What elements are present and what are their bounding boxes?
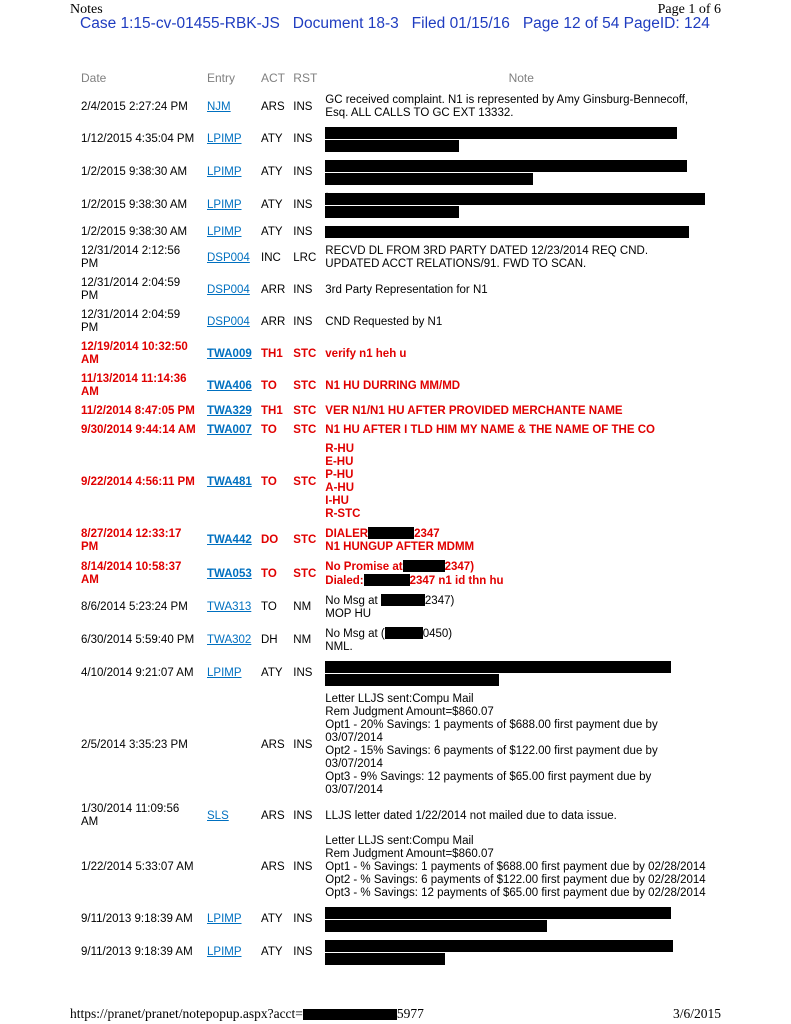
cell-date: 11/2/2014 8:47:05 PM [81,405,195,417]
cell-rst: INS [293,738,313,751]
note-text: MOP HU [325,608,372,620]
cell-note [321,222,721,242]
entry-link[interactable]: LPIMP [207,667,242,679]
entry-link[interactable]: TWA313 [207,601,252,613]
note-text: 2347) [424,595,455,607]
table-row [77,222,721,242]
redaction-bar [325,953,445,965]
cell-act: ATY [261,913,283,925]
entry-link[interactable]: TWA329 [207,405,252,417]
redaction-bar [325,661,671,673]
column-header-note: Note [508,71,534,85]
cell-rst: INS [293,283,313,296]
footer-url-suffix: 5977 [396,1006,424,1021]
note-text: No Msg at ( [325,628,385,640]
column-header-entry: Entry [207,71,236,85]
redaction-bar [325,674,499,686]
cell-date: 1/30/2014 11:09:56 AM [81,803,180,828]
cell-rst: STC [293,405,317,417]
cell-note: CND Requested by N1 [325,315,443,328]
redaction-bar [403,560,445,572]
cell-act: ATY [261,166,283,178]
table-header [77,69,721,91]
note-text: NML. [325,641,353,653]
table-row [77,370,721,402]
redaction-bar [385,627,423,639]
cell-note [321,524,721,557]
cell-date: 12/31/2014 2:04:59 PM [81,309,181,334]
note-text: 0450) [422,628,453,640]
redaction-bar [364,574,410,586]
entry-link[interactable]: LPIMP [207,133,242,145]
cell-act: TH1 [261,405,283,417]
cell-rst: STC [293,424,317,436]
cell-rst: INS [293,861,313,873]
cell-date: 2/5/2014 3:35:23 PM [81,738,188,751]
column-header-rst: RST [293,71,318,85]
cell-rst: STC [293,567,317,580]
cell-note: R-HU E-HU P-HU A-HU I-HU R-STC [325,443,361,520]
cell-note: verify n1 heh u [325,347,407,360]
cell-rst: STC [293,379,317,392]
redaction-bar [368,527,414,539]
table-row [77,440,721,524]
table-row [77,936,721,969]
cell-act: ARS [261,738,285,751]
table-row [77,242,721,274]
entry-link[interactable]: TWA009 [207,347,252,360]
redaction-bar [381,594,425,606]
cell-note [321,156,721,189]
cell-rst: INS [293,133,313,145]
note-text: No Msg at [325,595,378,607]
footer-date: 3/6/2015 [672,1006,721,1021]
cell-rst: INS [293,315,313,328]
table-row [77,524,721,557]
entry-link[interactable]: LPIMP [207,225,242,238]
redaction-bar [325,206,459,218]
cell-note [321,903,721,936]
entry-link[interactable]: LPIMP [207,946,242,958]
redaction-bar [325,920,547,932]
cell-act: TO [261,601,277,613]
entry-link[interactable]: TWA007 [207,424,252,436]
cell-note [321,557,721,591]
note-text: Dialed: [325,575,364,587]
cell-date: 2/4/2015 2:27:24 PM [81,100,188,113]
footer-url-prefix: https://pranet/pranet/notepopup.aspx?acct= [70,1006,303,1021]
table-row [77,274,721,306]
entry-link[interactable]: DSP004 [207,251,250,264]
cell-note [321,591,721,624]
cell-date: 8/14/2014 10:58:37 AM [81,561,182,586]
table-row [77,832,721,903]
cell-note: N1 HU AFTER I TLD HIM MY NAME & THE NAME OF THE CO [325,424,655,436]
cell-rst: STC [293,534,317,546]
note-text: No Promise at [325,561,403,573]
cell-act: ATY [261,133,283,145]
cell-date: 11/13/2014 11:14:36 AM [81,373,187,398]
redaction-bar [325,940,673,952]
cell-note [321,624,721,657]
cell-note: 3rd Party Representation for N1 [325,283,488,296]
cell-act: ARS [261,861,285,873]
cell-note [321,189,721,222]
redaction-bar [325,226,689,238]
note-text: 2347) [444,561,475,573]
cell-note: GC received complaint. N1 is represented by Amy Ginsburg-Bennecoff, Esq. ALL CALLS TO GC EXT 13332. [325,94,689,119]
redaction-bar [325,140,459,152]
entry-link[interactable]: LPIMP [207,166,242,178]
entry-link[interactable]: TWA442 [207,534,252,546]
table-row [77,189,721,222]
cell-act: TO [261,424,277,436]
redaction-bar [303,1009,397,1020]
table-row [77,402,721,421]
redaction-bar [325,173,533,185]
entry-link[interactable]: DSP004 [207,283,250,296]
cell-act: ATY [261,225,283,238]
cell-date: 1/2/2015 9:38:30 AM [81,199,188,211]
cell-rst: NM [293,601,312,613]
cell-note: Letter LLJS sent:Compu Mail Rem Judgment Amount=$860.07 Opt1 - % Savings: 1 payments of $688.00 first payment due by 02/28/2014 Opt2 - % Savings: 6 payments of $122.00 first payment due by 02/28/2014 Opt3 - % Savings: 12 payments of $65.00 first payment due by 02/28/2014 [325,835,706,899]
entry-link[interactable]: NJM [207,100,231,113]
table-row [77,123,721,156]
cell-date: 1/22/2014 5:33:07 AM [81,861,194,873]
print-page-number: Page 1 of 6 [657,2,721,17]
cell-act: ARS [261,809,285,822]
table-row [77,557,721,591]
table-row [77,624,721,657]
cell-act: TO [261,379,277,392]
cell-date: 9/30/2014 9:44:14 AM [81,424,196,436]
cell-note: Letter LLJS sent:Compu Mail Rem Judgment Amount=$860.07 Opt1 - 20% Savings: 1 payments of $688.00 first payment due by 03/07/2014 Opt2 - 15% Savings: 6 payments of $122.00 first payment due by 03/07/2014 Opt3 - 9% Savings: 12 payments of $65.00 first payment due by 03/07/2014 [325,693,658,796]
cell-act: ATY [261,946,283,958]
cell-date: 8/6/2014 5:23:24 PM [81,601,188,613]
cell-date: 8/27/2014 12:33:17 PM [81,527,182,553]
cell-date: 9/22/2014 4:56:11 PM [81,475,195,488]
cell-rst: INS [293,166,313,178]
redaction-bar [325,193,705,205]
cell-note: LLJS letter dated 1/22/2014 not mailed due to data issue. [325,809,617,822]
column-header-date: Date [81,71,107,85]
cell-rst: INS [293,809,313,822]
cell-rst: STC [293,347,317,360]
table-row [77,690,721,800]
column-header-act: ACT [261,71,285,85]
cell-rst: INS [293,225,313,238]
entry-link[interactable]: TWA406 [207,379,252,392]
cell-date: 12/19/2014 10:32:50 AM [81,341,188,366]
table-row [77,91,721,123]
cell-rst: STC [293,475,317,488]
cell-rst: INS [293,946,313,958]
cell-date: 12/31/2014 2:04:59 PM [81,277,181,302]
table-row [77,800,721,832]
note-text: DIALER [325,528,369,540]
cell-rst: INS [293,100,313,113]
cell-note: VER N1/N1 HU AFTER PROVIDED MERCHANTE NAME [325,405,623,417]
table-row [77,903,721,936]
cell-rst: INS [293,199,313,211]
entry-link[interactable]: LPIMP [207,913,242,925]
cell-date: 6/30/2014 5:59:40 PM [81,634,195,646]
cell-date: 1/2/2015 9:38:30 AM [81,166,188,178]
cell-date: 1/12/2015 4:35:04 PM [81,133,195,145]
cell-date: 9/11/2013 9:18:39 AM [81,946,193,958]
cell-date: 12/31/2014 2:12:56 PM [81,245,181,270]
cell-act: DH [261,634,278,646]
cell-act: ARS [261,100,285,113]
print-header-title: Notes [70,2,103,17]
table-row [77,306,721,338]
cell-date: 4/10/2014 9:21:07 AM [81,667,194,679]
note-text: 2347 [414,528,440,540]
entry-link[interactable]: TWA481 [207,475,252,488]
entry-link[interactable]: SLS [207,809,229,822]
table-row [77,338,721,370]
entry-link[interactable]: DSP004 [207,315,250,328]
table-row [77,657,721,690]
redaction-bar [325,127,677,139]
cell-date: 9/11/2013 9:18:39 AM [81,913,193,925]
cell-act: ATY [261,667,283,679]
cell-act: INC [261,251,281,264]
cell-act: DO [261,534,279,546]
case-stamp: Case 1:15-cv-01455-RBK-JS Document 18-3 Filed 01/15/16 Page 12 of 54 PageID: 124 [80,15,710,32]
table-row [77,591,721,624]
notes-table [77,69,721,969]
cell-act: ARR [261,283,286,296]
cell-note: N1 HU DURRING MM/MD [325,379,461,392]
cell-note [321,936,721,969]
cell-rst: INS [293,667,313,679]
entry-link[interactable]: TWA302 [207,634,252,646]
footer-url [70,1006,424,1022]
table-row [77,421,721,440]
redaction-bar [325,907,671,919]
note-text: 2347 n1 id thn hu [409,575,504,587]
cell-act: TO [261,475,277,488]
note-asterisk: * [325,191,329,201]
cell-rst: INS [293,913,313,925]
cell-rst: NM [293,634,312,646]
cell-act: TH1 [261,347,283,360]
cell-act: TO [261,567,277,580]
redaction-bar [325,160,687,172]
note-text: N1 HUNGUP AFTER MDMM [325,541,475,553]
entry-link[interactable]: TWA053 [207,567,252,580]
cell-note [321,123,721,156]
cell-note [321,657,721,690]
cell-act: ATY [261,199,283,211]
cell-act: ARR [261,315,286,328]
entry-link[interactable]: LPIMP [207,199,242,211]
cell-rst: LRC [293,251,317,264]
cell-note: RECVD DL FROM 3RD PARTY DATED 12/23/2014 REQ CND. UPDATED ACCT RELATIONS/91. FWD TO SCAN. [325,245,649,270]
table-row [77,156,721,189]
cell-date: 1/2/2015 9:38:30 AM [81,225,188,238]
